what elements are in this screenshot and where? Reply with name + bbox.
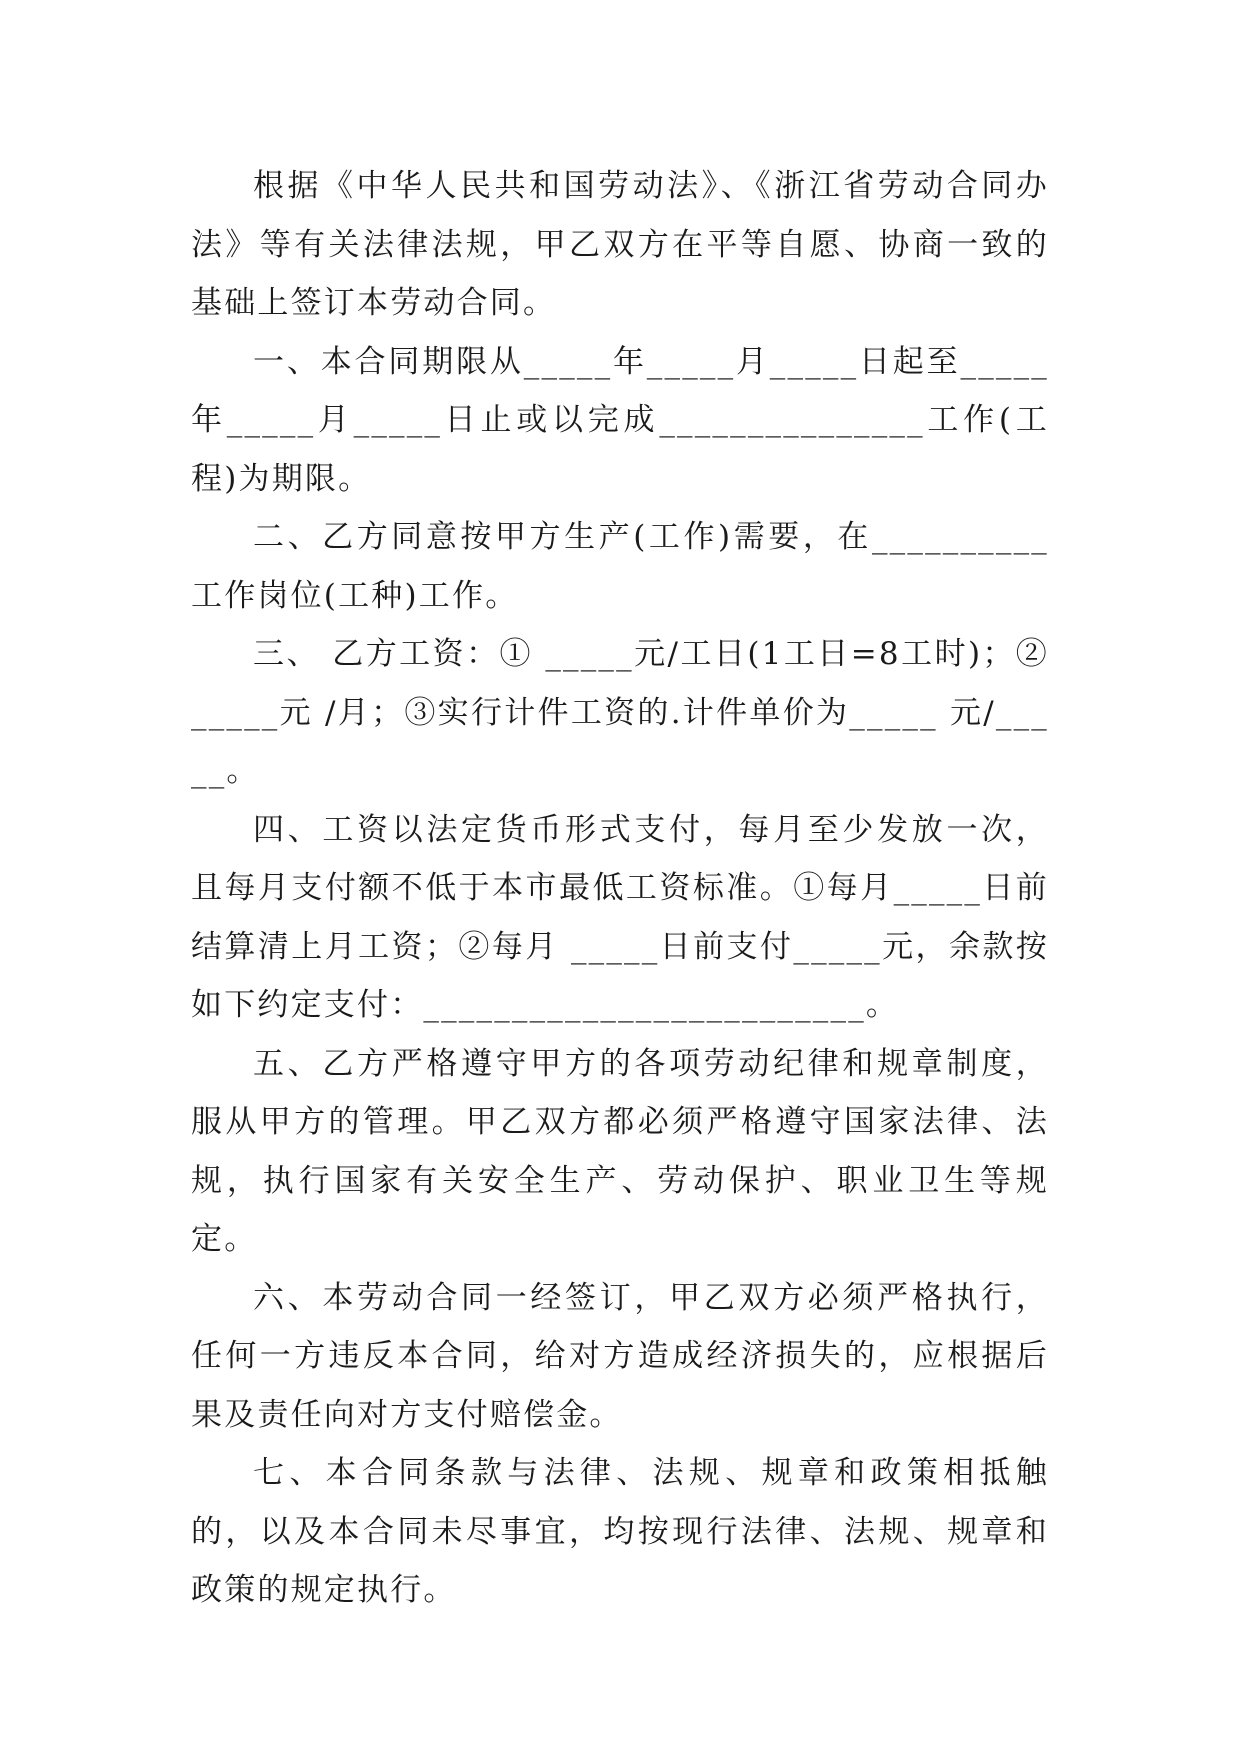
clause-3-wages: 三、 乙方工资：① _____元/工日(1工日=8工时)；②_____元 /月；③实行计件工资的.计件单价为_____ 元/_____。	[191, 636, 1049, 789]
clause-1-contract-term: 一、本合同期限从_____年_____月_____日起至_____年_____月_____日止或以完成_______________工作(工程)为期限。	[191, 343, 1049, 497]
clause-7-conflicts: 七、本合同条款与法律、法规、规章和政策相抵触的，以及本合同未尽事宜，均按现行法律、法规、规章和政策的规定执行。	[191, 1455, 1049, 1608]
intro-paragraph: 根据《中华人民共和国劳动法》、《浙江省劳动合同办法》等有关法律法规，甲乙双方在平等自愿、协商一致的基础上签订本劳动合同。	[191, 168, 1049, 321]
contract-body	[191, 157, 1049, 1620]
clause-6-breach: 六、本劳动合同一经签订，甲乙双方必须严格执行，任何一方违反本合同，给对方造成经济损失的，应根据后果及责任向对方支付赔偿金。	[191, 1279, 1049, 1433]
clause-2-work-position: 二、乙方同意按甲方生产(工作)需要，在__________工作岗位(工种)工作。	[191, 519, 1049, 614]
clause-4-payment: 四、工资以法定货币形式支付，每月至少发放一次，且每月支付额不低于本市最低工资标准。①每月_____日前结算清上月工资；②每月 _____日前支付_____元，余款按如下约定支付：_________________________。	[191, 811, 1049, 1023]
clause-5-discipline: 五、乙方严格遵守甲方的各项劳动纪律和规章制度，服从甲方的管理。甲乙双方都必须严格遵守国家法律、法规，执行国家有关安全生产、劳动保护、职业卫生等规定。	[191, 1045, 1049, 1257]
